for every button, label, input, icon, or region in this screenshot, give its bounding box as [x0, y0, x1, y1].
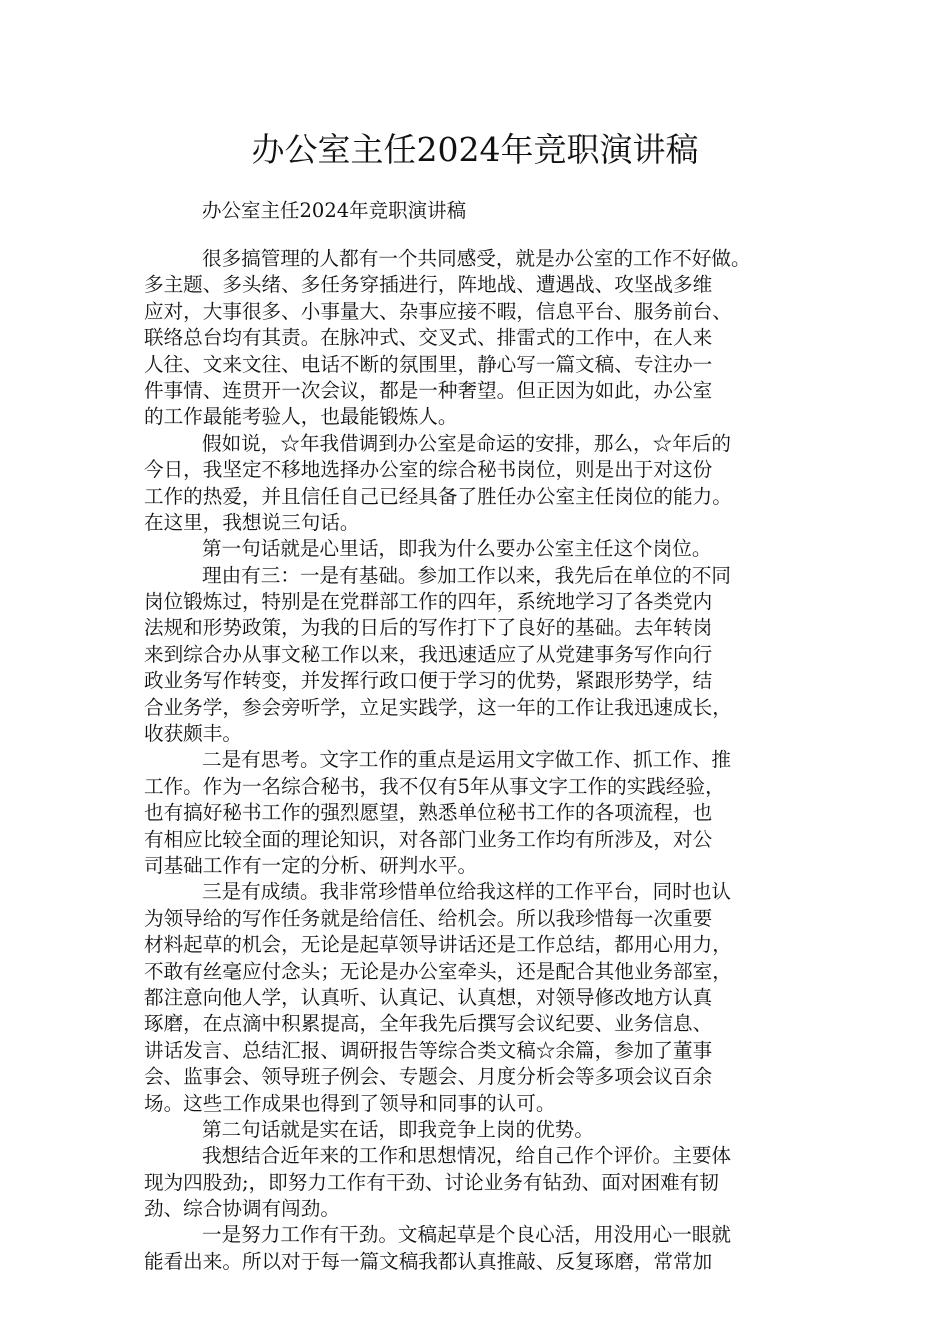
body-line: 岗位锻炼过，特别是在党群部工作的四年，系统地学习了各类党内 — [144, 590, 713, 614]
body-line: 一是努力工作有干劲。文稿起草是个良心活，用没用心一眼就 — [202, 1223, 732, 1247]
body-line: 在这里，我想说三句话。 — [144, 510, 360, 534]
body-line: 理由有三：一是有基础。参加工作以来，我先后在单位的不同 — [202, 563, 732, 587]
body-line: 材料起草的机会，无论是起草领导讲话还是工作总结，都用心用力， — [144, 933, 732, 957]
document-subtitle: 办公室主任2024年竞职演讲稿 — [202, 199, 467, 222]
body-line: 今日，我坚定不移地选择办公室的综合秘书岗位，则是出于对这份 — [144, 458, 713, 482]
body-line: 工作的热爱，并且信任自己已经具备了胜任办公室主任岗位的能力。 — [144, 484, 732, 508]
body-line: 很多搞管理的人都有一个共同感受，就是办公室的工作不好做。 — [202, 247, 751, 270]
body-line: 应对，大事很多、小事量大、杂事应接不暇，信息平台、服务前台、 — [144, 299, 732, 323]
body-line: 工作。作为一名综合秘书，我不仅有5年从事文字工作的实践经验， — [144, 774, 725, 798]
body-line: 二是有思考。文字工作的重点是运用文字做工作、抓工作、推 — [202, 748, 732, 772]
body-line: 人往、文来文往、电话不断的氛围里，静心写一篇文稿、专注办一 — [144, 352, 713, 376]
body-line: 多主题、多头绪、多任务穿插进行，阵地战、遭遇战、攻坚战多维 — [144, 273, 713, 297]
body-line: 琢磨，在点滴中积累提高，全年我先后撰写会议纪要、业务信息、 — [144, 1012, 713, 1036]
body-line: 政业务写作转变，并发挥行政口便于学习的优势，紧跟形势学，结 — [144, 669, 713, 693]
body-line: 会、监事会、领导班子例会、专题会、月度分析会等多项会议百余 — [144, 1065, 713, 1089]
body-line: 假如说，☆年我借调到办公室是命运的安排，那么，☆年后的 — [202, 431, 732, 455]
body-line: 法规和形势政策，为我的日后的写作打下了良好的基础。去年转岗 — [144, 616, 713, 640]
document-body — [144, 246, 826, 1275]
body-line: 来到综合办从事文秘工作以来，我迅速适应了从党建事务写作向行 — [144, 642, 713, 666]
body-line: 第二句话就是实在话，即我竞争上岗的优势。 — [202, 1117, 594, 1141]
body-line: 也有搞好秘书工作的强烈愿望，熟悉单位秘书工作的各项流程，也 — [144, 801, 713, 825]
body-line: 现为四股劲;，即努力工作有干劲、讨论业务有钻劲、面对困难有韧 — [144, 1170, 719, 1194]
body-line: 不敢有丝毫应付念头；无论是办公室牵头，还是配合其他业务部室， — [144, 959, 732, 983]
body-line: 联络总台均有其责。在脉冲式、交叉式、排雷式的工作中，在人来 — [144, 326, 713, 350]
body-line: 件事情、连贯开一次会议，都是一种奢望。但正因为如此，办公室 — [144, 378, 713, 402]
body-line: 为领导给的写作任务就是给信任、给机会。所以我珍惜每一次重要 — [144, 906, 713, 930]
document-title: 办公室主任2024年竞职演讲稿 — [251, 130, 699, 169]
body-line: 能看出来。所以对于每一篇文稿我都认真推敲、反复琢磨，常常加 — [144, 1249, 713, 1273]
body-line: 三是有成绩。我非常珍惜单位给我这样的工作平台，同时也认 — [202, 880, 732, 904]
body-line: 讲话发言、总结汇报、调研报告等综合类文稿☆余篇，参加了董事 — [144, 1038, 713, 1062]
body-line: 合业务学，参会旁听学，立足实践学，这一年的工作让我迅速成长， — [144, 695, 732, 719]
body-line: 都注意向他人学，认真听、认真记、认真想，对领导修改地方认真 — [144, 985, 713, 1009]
body-line: 有相应比较全面的理论知识，对各部门业务工作均有所涉及，对公 — [144, 827, 713, 851]
body-line: 劲、综合协调有闯劲。 — [144, 1197, 340, 1221]
body-line: 第一句话就是心里话，即我为什么要办公室主任这个岗位。 — [202, 537, 712, 561]
body-line: 场。这些工作成果也得到了领导和同事的认可。 — [144, 1091, 556, 1115]
body-line: 我想结合近年来的工作和思想情况，给自己作个评价。主要体 — [202, 1144, 732, 1168]
body-line: 司基础工作有一定的分析、研判水平。 — [144, 853, 478, 877]
body-line: 的工作最能考验人，也最能锻炼人。 — [144, 405, 458, 429]
body-line: 收获颇丰。 — [144, 722, 242, 746]
